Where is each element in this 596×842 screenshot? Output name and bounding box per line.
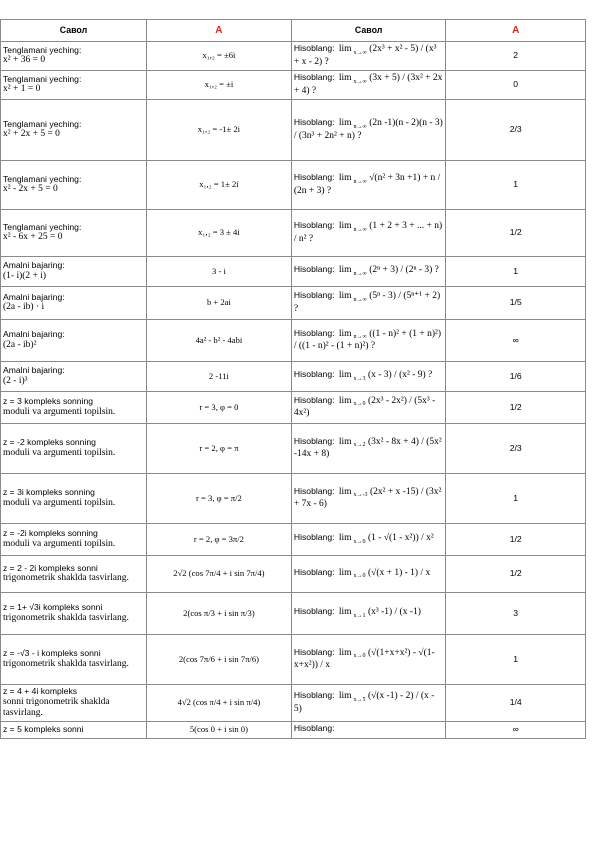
answer-right: ∞ [446,320,586,362]
answer-left: x₁,₂ = ±i [146,71,291,100]
limit-subscript: x→5 [353,696,366,703]
question-left [1,635,147,685]
question-left-expression: moduli va argumenti topilsin. [3,497,116,508]
table-row [1,71,586,100]
question-right [291,210,446,257]
question-right [291,474,446,524]
question-left-text: z = 3 kompleks sonning [3,396,94,407]
answer-right: 1/2 [446,392,586,424]
question-right [291,593,446,635]
question-left [1,362,147,392]
question-left-text: z = 5 kompleks sonni [3,724,84,735]
question-left-expression: x² + 1 = 0 [3,84,41,95]
answer-left: 3 - i [146,257,291,287]
question-right-label: Hisoblang: [293,172,335,183]
header-question-1: Савол [1,20,147,42]
limit-subscript: n→∞ [353,334,367,341]
question-right-label: Hisoblang: [293,566,335,577]
limit-symbol: lim [338,173,352,184]
question-right [291,100,446,161]
answer-left: 4a² - b² - 4abi [146,320,291,362]
question-right-label: Hisoblang: [293,264,335,275]
question-right [291,685,446,722]
limit-subscript: x→0 [353,573,366,580]
answer-right: 1/2 [446,524,586,556]
limit-subscript: n→∞ [353,226,367,233]
limit-expression: (1 + 2 + 3 + ... + n) / n² ? [293,221,443,244]
question-left [1,210,147,257]
limit-expression: (5ⁿ - 3) / (5ⁿ⁺¹ + 2) ? [293,291,441,314]
limit-expression: (2ⁿ + 3) / (2ⁿ - 3) ? [369,265,439,276]
limit-expression: (2x³ + x² - 5) / (x³ + x - 2) ? [293,44,437,67]
question-left [1,556,147,593]
question-right-label: Hisoblang: [293,485,335,496]
table-row [1,161,586,210]
table-row [1,593,586,635]
limit-subscript: x→∞ [353,49,367,56]
limit-symbol: lim [338,265,352,276]
answer-left: r = 2, φ = 3π/2 [146,524,291,556]
question-left-expression: trigonometrik shaklda tasvirlang. [3,573,129,584]
question-left-text: Tenglamani yeching: [3,73,82,84]
table-header-row [1,20,586,42]
limit-symbol: lim [338,44,352,55]
answer-right: 1/6 [446,362,586,392]
limit-subscript: x→∞ [353,78,367,85]
limit-subscript: n→∞ [353,123,367,130]
question-left-text: z = 4 + 4i kompleks [3,686,78,697]
question-right-label: Hisoblang: [293,435,335,446]
answer-right: 1 [446,161,586,210]
answer-right: 1 [446,635,586,685]
question-left-text: Tenglamani yeching: [3,173,82,184]
question-right [291,362,446,392]
question-right-label: Hisoblang: [293,690,335,701]
table-row [1,287,586,320]
limit-symbol: lim [338,291,352,302]
question-left-expression: x² + 36 = 0 [3,55,46,66]
answer-left: 4√2 (cos π/4 + i sin π/4) [146,685,291,722]
answer-left: r = 2, φ = π [146,424,291,474]
questions-table [0,19,586,739]
question-right [291,556,446,593]
answer-left: x₁,₂ = ±6i [146,42,291,71]
answer-left: b + 2ai [146,287,291,320]
question-right [291,722,446,739]
table-row [1,320,586,362]
limit-expression: (x³ -1) / (x -1) [367,607,421,618]
question-right [291,524,446,556]
question-left-text: Amalni bajaring: [3,260,65,271]
question-right [291,257,446,287]
table-row [1,257,586,287]
limit-subscript: x→3 [353,375,366,382]
question-left-text: z = -√3 - i kompleks sonni [3,648,101,659]
question-right-label: Hisoblang: [293,43,335,54]
question-left [1,474,147,524]
question-left [1,593,147,635]
limit-expression: (√(1+x+x²) - √(1-x+x²)) / x [293,647,435,671]
question-right [291,320,446,362]
question-right [291,287,446,320]
answer-right: 0 [446,71,586,100]
answer-right: ∞ [446,722,586,739]
question-right-label: Hisoblang: [293,117,335,128]
question-left-text: z = -2 kompleks sonning [3,437,96,448]
limit-expression: (1 - √(1 - x²)) / x² [367,533,434,544]
question-left-text: z = -2i kompleks sonning [3,528,98,539]
limit-symbol: lim [338,221,352,232]
table-row [1,722,586,739]
question-right [291,42,446,71]
question-left-expression: (2 - i)³ [3,375,28,386]
limit-symbol: lim [338,691,352,702]
question-left-expression: moduli va argumenti topilsin. [3,447,116,458]
answer-right: 2/3 [446,100,586,161]
limit-symbol: lim [338,328,352,339]
question-right-label: Hisoblang: [293,369,335,380]
question-left [1,392,147,424]
table-row [1,685,586,722]
question-right-label: Hisoblang: [293,290,335,301]
limit-subscript: x→0 [353,653,366,660]
limit-subscript: x→0 [353,401,366,408]
table-row [1,100,586,161]
answer-right: 2 [446,42,586,71]
question-left-expression: x² + 2x + 5 = 0 [3,129,60,140]
question-left-text: Amalni bajaring: [3,365,65,376]
limit-symbol: lim [338,567,352,578]
answer-right: 1 [446,257,586,287]
question-left [1,722,147,739]
answer-right: 2/3 [446,424,586,474]
table-row [1,474,586,524]
limit-expression: (√(x -1) - 2) / (x - 5) [293,691,435,714]
question-right [291,71,446,100]
question-left-text: Amalni bajaring: [3,291,65,302]
limit-expression: (3x² - 8x + 4) / (5x² -14x + 8) [293,436,442,460]
question-right-label: Hisoblang: [293,327,335,338]
table-row [1,524,586,556]
limit-symbol: lim [338,73,352,84]
header-question-2: Савол [291,20,446,42]
question-right [291,161,446,210]
table-row [1,362,586,392]
limit-symbol: lim [338,607,352,618]
question-left-text: Tenglamani yeching: [3,221,82,232]
question-left-text: z = 2 - 2i kompleks sonni [3,562,98,573]
question-left [1,257,147,287]
question-left-text: Tenglamani yeching: [3,118,82,129]
answer-left: 2 -11i [146,362,291,392]
table-row [1,424,586,474]
question-left-expression: (1- i)(2 + i) [3,270,47,281]
answer-left: x₁,₂ = 1± 2i [146,161,291,210]
limit-symbol: lim [338,370,352,381]
question-right-label: Hisoblang: [293,72,335,83]
answer-right: 3 [446,593,586,635]
answer-left: 2√2 (cos 7π/4 + i sin 7π/4) [146,556,291,593]
question-left-text: z = 1+ √3i kompleks sonni [3,602,103,613]
limit-expression: ((1 - n)² + (1 + n)²) / ((1 - n)² - (1 + n)²) ? [293,328,442,352]
question-left-text: z = 3i kompleks sonning [3,487,95,498]
question-right [291,392,446,424]
question-left-text: Tenglamani yeching: [3,44,82,55]
question-left [1,100,147,161]
question-left [1,424,147,474]
table-row [1,42,586,71]
limit-symbol: lim [338,486,352,497]
answer-left: r = 3, φ = 0 [146,392,291,424]
question-left-expression: sonni trigonometrik shaklda tasvirlang. [3,697,110,718]
limit-expression: (2x² + x -15) / (3x² + 7x - 6) [293,486,442,510]
limit-symbol: lim [338,436,352,447]
table-row [1,392,586,424]
answer-left: 2(cos π/3 + i sin π/3) [146,593,291,635]
limit-subscript: n→∞ [353,270,367,277]
question-right-label: Hisoblang: [293,606,335,617]
table-row [1,635,586,685]
header-answer-2: A [446,20,586,42]
question-right-label: Hisoblang: [293,220,335,231]
answer-right: 1/2 [446,556,586,593]
limit-subscript: n→∞ [353,178,367,185]
answer-left: r = 3, φ = π/2 [146,474,291,524]
table-row [1,210,586,257]
limit-expression: √(n² + 3n +1) + n / (2n + 3) ? [293,173,441,196]
limit-symbol: lim [338,118,352,129]
question-right-label: Hisoblang: [293,646,335,657]
question-left-text: Amalni bajaring: [3,329,65,340]
question-left [1,161,147,210]
limit-expression: (2x³ - 2x²) / (5x³ - 4x²) [293,395,436,419]
question-right [291,635,446,685]
question-left [1,71,147,100]
question-left [1,320,147,362]
answer-left: x₁,₂ = 3 ± 4i [146,210,291,257]
answer-left: x₁,₂ = -1± 2i [146,100,291,161]
question-left-expression: trigonometrik shaklda tasvirlang. [3,658,129,669]
question-left [1,287,147,320]
question-left [1,685,147,722]
question-left-expression: (2a - ib)² [3,339,37,350]
answer-left: 5(cos 0 + i sin 0) [146,722,291,739]
limit-subscript: x→1 [353,612,366,619]
limit-symbol: lim [338,533,352,544]
limit-subscript: x→-3 [353,492,368,499]
question-left-expression: x² - 6x + 25 = 0 [3,232,63,243]
question-left-expression: x² - 2x + 5 = 0 [3,184,58,195]
question-left-expression: (2a - ib) · i [3,302,45,313]
question-right-label: Hisoblang: [293,532,335,543]
limit-expression: (√(x + 1) - 1) / x [367,567,431,578]
limit-expression: (x - 3) / (x² - 9) ? [367,370,433,381]
question-left-expression: moduli va argumenti topilsin. [3,538,116,549]
limit-expression: (2n -1)(n - 2)(n - 3) / (3n³ + 2n² + n) ? [293,118,443,141]
answer-right: 1/2 [446,210,586,257]
question-left-expression: moduli va argumenti topilsin. [3,406,116,417]
question-left [1,524,147,556]
limit-subscript: x→2 [353,442,366,449]
limit-subscript: x→0 [353,538,366,545]
answer-right: 1/5 [446,287,586,320]
question-right-label: Hisoblang: [293,394,335,405]
table-row [1,556,586,593]
question-left [1,42,147,71]
limit-subscript: n→∞ [353,296,367,303]
question-right-label: Hisoblang: [293,722,335,733]
question-left-expression: trigonometrik shaklda tasvirlang. [3,612,129,623]
limit-expression: (3x + 5) / (3x² + 2x + 4) ? [293,73,443,96]
question-right [291,424,446,474]
limit-symbol: lim [338,647,352,658]
answer-right: 1 [446,474,586,524]
limit-symbol: lim [338,395,352,406]
answer-left: 2(cos 7π/6 + i sin 7π/6) [146,635,291,685]
answer-right: 1/4 [446,685,586,722]
header-answer-1: A [146,20,291,42]
